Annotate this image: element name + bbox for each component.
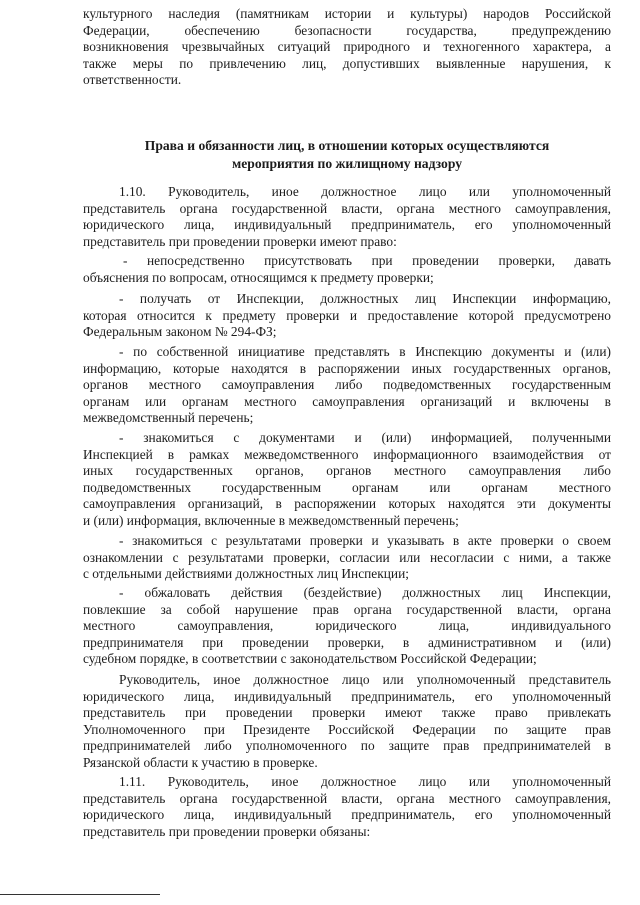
text-line: органам или органам местного самоуправления организаций и включены в bbox=[83, 393, 611, 409]
text-line: самоуправления организаций, в распоряжении которых находятся эти документы bbox=[83, 496, 611, 512]
text-line: также меры по привлечению лиц, допустивших выявленные нарушения, к bbox=[83, 55, 611, 71]
text-line: возникновения чрезвычайных ситуаций природного и техногенного характера, а bbox=[83, 39, 611, 55]
paragraph-1-10 bbox=[83, 184, 611, 250]
text-line: - знакомиться с результатами проверки и указывать в акте проверки о своем bbox=[119, 533, 611, 548]
text-line: представитель органа государственной власти, органа местного самоуправления, bbox=[83, 790, 611, 806]
text-line: местного самоуправления, юридического лица, индивидуального bbox=[83, 618, 611, 634]
text-line: представитель при проведении проверки обязаны: bbox=[83, 823, 371, 839]
text-line: 1.11. Руководитель, иное должностное лицо или уполномоченный bbox=[119, 774, 611, 789]
footnote-divider bbox=[0, 894, 160, 895]
text-line: повлекшие за собой нарушение прав органа государственной власти, органа bbox=[83, 601, 611, 617]
text-line: юридического лица, индивидуальный предприниматель, его уполномоченный bbox=[83, 217, 611, 233]
right-item-submit-documents bbox=[83, 344, 611, 427]
text-line: предпринимателя при проведении проверки, в административном и (или) bbox=[83, 634, 611, 650]
text-line: - по собственной инициативе представлять в Инспекцию документы и (или) bbox=[119, 344, 611, 359]
heading-line: мероприятия по жилищному надзору bbox=[232, 156, 462, 171]
text-line: которая относится к предмету проверки и предоставление которой предусмотрено bbox=[83, 307, 611, 323]
text-line: юридического лица, индивидуальный предприниматель, его уполномоченный bbox=[83, 688, 611, 704]
heading-line: Права и обязанности лиц, в отношении которых осуществляются bbox=[144, 138, 550, 153]
right-item-review-results bbox=[83, 533, 611, 583]
text-line: Рязанской области к участию в проверке. bbox=[83, 754, 318, 770]
right-item-appeal bbox=[83, 585, 611, 668]
text-line: Руководитель, иное должностное лицо или уполномоченный представитель bbox=[119, 672, 611, 687]
text-line: судебном порядке, в соответствии с законодательством Российской Федерации; bbox=[83, 651, 537, 667]
text-line: органов местного самоуправления либо подведомственных государственным bbox=[83, 377, 611, 393]
text-line: ответственности. bbox=[83, 72, 182, 88]
text-line: Федерации, обеспечению безопасности государства, предупреждению bbox=[83, 22, 611, 38]
intro-paragraph bbox=[83, 6, 611, 89]
paragraph-1-11 bbox=[83, 774, 611, 840]
right-item-information bbox=[83, 291, 611, 341]
text-line: - обжаловать действия (бездействие) должностных лиц Инспекции, bbox=[119, 585, 611, 600]
text-line: представитель при проведении проверки имеют право: bbox=[83, 233, 397, 249]
text-line: иных государственных органов, органов местного самоуправления либо bbox=[83, 463, 611, 479]
text-line: - получать от Инспекции, должностных лиц Инспекции информацию, bbox=[119, 291, 611, 306]
text-line: - знакомиться с документами и (или) информацией, полученными bbox=[119, 430, 611, 445]
text-line: ознакомлении с результатами проверки, согласии или несогласии с ними, а также bbox=[83, 549, 611, 565]
right-item-presence bbox=[83, 253, 611, 286]
text-line: с отдельными действиями должностных лиц Инспекции; bbox=[83, 566, 409, 582]
text-line: юридического лица, индивидуальный предприниматель, его уполномоченный bbox=[83, 807, 611, 823]
text-line: предпринимателей либо уполномоченного по защите прав предпринимателей в bbox=[83, 738, 611, 754]
text-line: подведомственных государственным органам или органам местного bbox=[83, 479, 611, 495]
text-line: и (или) информация, включенные в межведомственный перечень; bbox=[83, 512, 459, 528]
text-line: - непосредственно присутствовать при проведении проверки, давать bbox=[123, 253, 611, 268]
text-line: представитель органа государственной власти, органа местного самоуправления, bbox=[83, 200, 611, 216]
section-heading bbox=[83, 137, 611, 173]
paragraph-ombudsman bbox=[83, 672, 611, 772]
text-line: Федеральным законом № 294-ФЗ; bbox=[83, 324, 277, 340]
text-line: Инспекцией в рамках межведомственного информационного взаимодействия от bbox=[83, 446, 611, 462]
text-line: объяснения по вопросам, относящимся к предмету проверки; bbox=[83, 269, 434, 285]
right-item-review-documents bbox=[83, 430, 611, 530]
text-line: культурного наследия (памятникам истории и культуры) народов Российской bbox=[83, 6, 611, 21]
text-line: межведомственный перечень; bbox=[83, 410, 254, 426]
text-line: представитель при проведении проверки имеют также право привлекать bbox=[83, 705, 611, 721]
text-line: 1.10. Руководитель, иное должностное лицо или уполномоченный bbox=[119, 184, 611, 199]
text-line: Уполномоченного при Президенте Российской Федерации по защите прав bbox=[83, 721, 611, 737]
text-line: информацию, которые находятся в распоряжении иных государственных органов, bbox=[83, 360, 611, 376]
